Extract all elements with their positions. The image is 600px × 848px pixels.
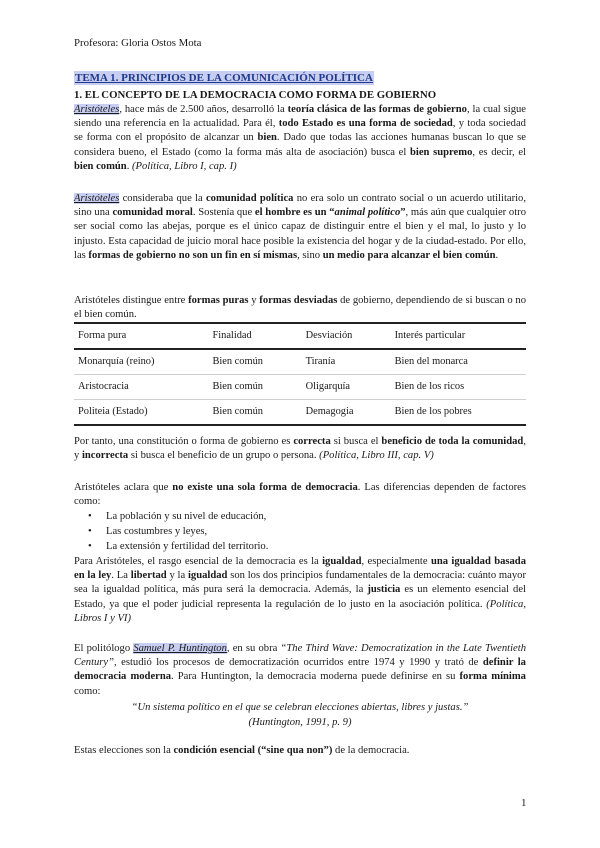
text: son los dos principios fundamentales de la democracia: cuánto mayor sea la igualdad política, más pura será la democracia. Además, la [74, 570, 526, 596]
bold-text: justicia [367, 584, 401, 596]
table-cell: Bien de los ricos [394, 380, 465, 392]
table-cell: Oligarquía [305, 380, 351, 392]
text: consideraba que la [119, 193, 206, 204]
section-heading: 1. EL CONCEPTO DE LA DEMOCRACIA COMO FORMA DE GOBIERNO [74, 89, 437, 101]
text: , sino [297, 249, 323, 261]
text: , y toda sociedad se forma con el propósito de alcanzar un [74, 118, 526, 144]
text: , especialmente [361, 556, 431, 567]
bold-text: una igualdad basada en la ley [74, 556, 526, 582]
paragraph-correct-constitution [74, 435, 526, 463]
bold-text: el hombre es un “ [254, 207, 335, 219]
paragraph-democracy-factors [74, 481, 526, 509]
table-cell: Demagogia [305, 405, 354, 417]
bold-text: teoría clásica de las formas de gobierno [287, 104, 467, 115]
bold-text: correcta [293, 436, 331, 447]
bold-text: definir la democracia moderna [74, 657, 526, 683]
text: . [495, 249, 499, 261]
column-header: Interés particular [394, 329, 466, 341]
highlight-huntington: Samuel P. Huntington [133, 643, 227, 654]
citation: (Política, Libro I, cap. I) [131, 160, 237, 172]
table-cell: Bien común [212, 355, 263, 367]
text: , y [74, 436, 526, 462]
bold-text: formas desviadas [259, 295, 338, 306]
column-header: Desviación [305, 329, 353, 341]
table-row [74, 375, 526, 400]
text: como: [74, 685, 101, 697]
quote-source: (Huntington, 1991, p. 9) [248, 717, 352, 728]
citation: (Política, Libros I y VI) [74, 598, 526, 624]
text: Por tanto, una constitución o forma de gobierno es [74, 436, 294, 447]
bold-text: bien [257, 132, 277, 144]
page-header-author: Profesora: Gloria Ostos Mota [74, 37, 202, 49]
text: de la democracia. [332, 745, 410, 756]
text: . [126, 160, 132, 172]
text: Aristóteles aclara que [74, 482, 173, 493]
paragraph-political-community [74, 192, 526, 263]
text: , en su obra [226, 643, 281, 654]
table-cell: Bien de los pobres [394, 405, 472, 417]
text: Estas elecciones son la [74, 745, 174, 756]
bold-text: igualdad [187, 570, 228, 582]
text: . Las diferencias dependen de factores como: [74, 482, 526, 508]
table-cell: Bien común [212, 405, 263, 417]
paragraph-forms-intro [74, 294, 526, 322]
text: Aristóteles distingue entre [74, 295, 189, 306]
table-header-row [74, 323, 526, 349]
bold-text: comunidad política [205, 193, 294, 204]
book-title: “The Third Wave: Democratization in the Late Twentieth Century” [74, 643, 526, 669]
text: y [248, 295, 260, 306]
text: Para Aristóteles, el rasgo esencial de la democracia es la [74, 556, 323, 567]
text: si busca el [330, 436, 382, 447]
text: . Dado que todas las acciones humanas buscan lo que se considera bueno, el Estado (como la forma más alta de asociación) busca el [74, 132, 526, 158]
table-cell: Tiranía [305, 355, 336, 367]
text: El politólogo [74, 643, 134, 654]
text: , es decir, el [472, 146, 526, 158]
bold-text: igualdad [322, 556, 362, 567]
paragraph-elections [74, 744, 526, 758]
bold-text: bien común [74, 160, 127, 172]
bold-text: forma mínima [459, 671, 526, 683]
bold-text: ” [400, 207, 406, 219]
paragraph-equality [74, 555, 526, 626]
list-item: • Las costumbres y leyes, [106, 525, 268, 540]
text: , hace más de 2.500 años, desarrolló la [119, 104, 288, 115]
table-row [74, 349, 526, 375]
highlight-aristoteles: Aristóteles [74, 193, 120, 204]
table-cell: Bien común [212, 380, 263, 392]
citation: (Política, Libro III, cap. V) [319, 450, 434, 462]
column-header: Finalidad [212, 329, 252, 341]
text: si busca el beneficio de un grupo o persona. [128, 450, 320, 462]
table-cell: Bien del monarca [394, 355, 468, 367]
bold-text: formas puras [188, 295, 249, 306]
forms-of-government-table [74, 322, 526, 426]
text: , más aún que cualquier otro ser social como las abejas, porque es el único capaz de distinguir entre el bien y el mal, lo justo y lo injusto. Esta capacidad de juicio moral hace posible la existencia del hogar y de la ciudad-estado. Por ello, las [74, 207, 526, 261]
text: , la cual sigue siendo una referencia en la actualidad. Para él, [74, 104, 526, 130]
huntington-quote: “Un sistema político en el que se celebran elecciones abiertas, libres y justas.” [131, 702, 469, 713]
list-item: • La extensión y fertilidad del territorio. [106, 540, 268, 555]
table-cell: Politeia (Estado) [78, 405, 148, 417]
bold-text: incorrecta [81, 450, 129, 462]
column-header: Forma pura [78, 329, 127, 341]
bold-text: libertad [130, 570, 167, 582]
text: . Para Huntington, la democracia moderna puede definirse en su [171, 671, 460, 683]
bold-text: todo Estado es una forma de sociedad [278, 118, 453, 130]
table-cell: Aristocracia [78, 380, 129, 392]
paragraph-aristotle-intro [74, 103, 526, 174]
text: no era solo un contrato social o un acuerdo utilitario, sino una [74, 193, 527, 219]
text: . La [111, 570, 131, 582]
text: de gobierno, dependiendo de si buscan o no el bien común. [74, 295, 527, 321]
bold-text: un medio para alcanzar el bien común [322, 249, 496, 261]
bold-italic-text: animal político [334, 207, 401, 219]
bold-text: bien supremo [410, 146, 473, 158]
bold-text: formas de gobierno no son un fin en sí mismas [88, 249, 298, 261]
bold-text: beneficio de toda la comunidad [381, 436, 524, 447]
text: es un elemento esencial del Estado, ya que el poder judicial representa la regulación de lo justo en la asociación política. [74, 584, 526, 610]
table-row [74, 400, 526, 426]
paragraph-huntington [74, 642, 526, 699]
table-cell: Monarquía (reino) [78, 355, 155, 367]
factors-list [74, 510, 268, 555]
text: . Sostenía que [192, 207, 255, 219]
highlight-aristoteles: Aristóteles [74, 104, 120, 115]
text: , estudió los procesos de democratización ocurridos entre 1974 y 1990 y trató de [114, 657, 483, 669]
text: y la [166, 570, 188, 582]
bold-text: comunidad moral [112, 207, 193, 219]
topic-title: TEMA 1. PRINCIPIOS DE LA COMUNICACIÓN POLÍTICA [75, 72, 373, 84]
page-number: 1 [521, 797, 527, 809]
list-item: • La población y su nivel de educación, [106, 510, 268, 525]
bold-text: condición esencial (“sine qua non”) [173, 745, 333, 756]
bold-text: no existe una sola forma de democracia [172, 482, 358, 493]
